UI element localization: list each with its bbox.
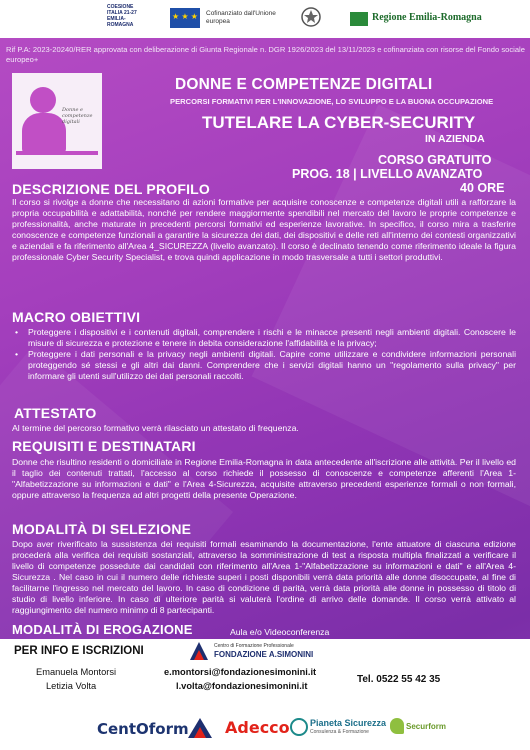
section-text-selezione: Dopo aver riverificato la sussistenza dei requisiti formali esaminando la documentazione, l'ente attuatore di ciascuna edizione procederà alla verifica dei requisiti sostanziali, attraverso la somministrazione di test a risposta multipla finalizzati a verificare il livello di competenze possedute dai candidati con riferimento all'Area 1-"Alfabetizzazione su informazioni e dati" e all'Area 4-Sicurezza . Nel caso in cui il numero delle richieste superi i posti disponibili verrà data priorità alle donne disoccupate, al fine di facilitarne l'ingresso nel mercato del lavoro. In caso di condizione di parità, verrà data priorità alle donne in possesso di titolo di studio di livello inferiore. In caso di ulteriore parità si valuterà l'ordine di arrivo delle domande. Il corso verrà attivato al raggiungimento del numero minimo di 8 partecipanti. [12,539,516,615]
macro-objectives-list [12,327,516,382]
section-title-selezione: MODALITÀ DI SELEZIONE [12,521,192,537]
illustration-caption: Donne e competenze digitali [62,107,93,125]
region-mark-icon [350,12,368,26]
bullet-icon: • [15,349,19,359]
fondazione-simonini-logo [190,640,320,664]
main-title: DONNE E COMPETENZE DIGITALI [175,76,433,93]
eu-logo-text: Cofinanziato dall'Unione europea [206,10,276,25]
org-subtitle: Centro di Formazione Professionale [214,643,294,649]
section-title-attestato: ATTESTATO [14,405,97,421]
leaf-icon [390,718,404,734]
logo-band [0,0,530,38]
hours-label: 40 ORE [460,181,505,195]
list-item-text: Proteggere i dispositivi e i contenuti digitali, comprendere i rischi e le minacce presenti negli ambienti digitali. Conoscere le misure di sicurezza e protezione e tenere in debita considerazione l'affidabilità e la privacy; [28,327,516,348]
org-name: FONDAZIONE A.SIMONINI [214,650,314,659]
fondazione-small-logo-icon [186,716,214,742]
list-item-text: Proteggere i dati personali e la privacy negli ambienti digitali. Capire come utilizzare e condividere informazioni personali proteggendo sé stessi e gli altri dai danni. Comprendere che i servizi digitali hanno un "regolamento sulla privacy" per informare gli utenti sull'utilizzo dei dati personali raccolti. [28,349,516,381]
section-title-profilo: DESCRIZIONE DEL PROFILO [12,181,211,197]
course-subtitle: IN AZIENDA [425,133,485,145]
free-course-label: CORSO GRATUITO [378,153,492,167]
section-title-macro: MACRO OBIETTIVI [12,309,141,325]
section-text-attestato: Al termine del percorso formativo verrà rilasciato un attestato di frequenza. [12,423,299,433]
eu-stars-icon: ★ ★ ★ [172,12,198,21]
reference-note: Rif P.A: 2023-20240/RER approvata con deliberazione di Giunta Regionale n. DGR 1926/2023 del 13/11/2023 e cofinanziata con risorse del Fondo sociale europeo+ [6,45,525,64]
list-item [12,327,516,349]
eu-logo [170,8,280,30]
coesione-logo-text: COESIONE ITALIA 21-27 EMILIA-ROMAGNA [107,4,137,28]
section-text-profilo: Il corso si rivolge a donne che necessitano di azioni formative per acquisire conoscenze e competenze digitali utili a rafforzare la propria occupabilità e adattabilità, nonché per rendere maggiormente spendibili nel mercato del lavoro le proprie competenze e professionalità, anche maturate in precedenti percorsi formativi ed esperienze lavorative. In specifico, il corso mira a trasferire conoscenze e competenze funzionali a garantire la sicurezza dei dati, dei dispositivi e delle reti all'interno dei contesti organizzativi e aziendali e fa riferimento all'Area 4_SICUREZZA (livello avanzato). Il corso è declinato tenendo come riferimento ideale la figura professionale Cyber Security Specialist, e trova quindi applicazione in modo trasversale a tutti i settori produttivi. [12,197,516,262]
erogazione-value: Aula e/o Videoconferenza [230,627,330,637]
contact-email-link[interactable]: l.volta@fondazionesimonini.it [176,681,308,691]
region-logo [350,10,510,28]
woman-at-laptop-illustration [12,73,102,169]
person-body-icon [22,113,66,153]
section-title-erogazione: MODALITÀ DI EROGAZIONE [12,622,193,637]
pianeta-logo-subtext: Consulenza & Formazione [310,729,369,735]
contact-phone[interactable]: Tel. 0522 55 42 35 [357,674,441,685]
pianeta-logo-text: Pianeta Sicurezza [310,718,387,728]
republic-emblem-icon [300,5,322,31]
centoform-logo: CentOform [97,720,189,738]
section-title-requisiti: REQUISITI E DESTINATARI [12,438,196,454]
globe-icon [290,718,308,736]
main-subtitle: PERCORSI FORMATIVI PER L'INNOVAZIONE, LO SVILUPPO E LA BUONA OCCUPAZIONE [170,97,494,106]
contacts-title: PER INFO E ISCRIZIONI [14,645,144,657]
person-head-icon [30,87,56,113]
adecco-logo: Adecco [225,718,290,737]
program-level-label: PROG. 18 | LIVELLO AVANZATO [292,167,483,181]
contact-email-link[interactable]: e.montorsi@fondazionesimonini.it [164,667,317,677]
sponsors-bar [0,700,530,750]
bullet-icon: • [15,327,19,337]
list-item [12,349,516,382]
securform-logo-text: Securform [406,722,447,731]
fondazione-logo-icon [190,642,208,660]
contact-name: Emanuela Montorsi [36,667,117,677]
course-title: TUTELARE LA CYBER-SECURITY [202,113,476,132]
desk-icon [16,151,98,155]
contact-name: Letizia Volta [46,681,97,691]
coesione-logo [107,4,139,32]
section-text-requisiti: Donne che risultino residenti o domiciliate in Regione Emilia-Romagna in data antecedente all'iscrizione alle attività. Per il livello ed il taglio dei contenuti trattati, l'accesso al corso richiede il possesso di conoscenze e competenze afferenti l'Area 1-"Alfabetizzazione su informazioni e dati" e l'Area 4-Sicurezza, acquisite attraverso precedenti esperienze formali o non formali, oppure attraverso la frequenza ad altri progetti della presente Operazione. [12,457,516,500]
region-logo-text: Regione Emilia-Romagna [372,12,482,23]
